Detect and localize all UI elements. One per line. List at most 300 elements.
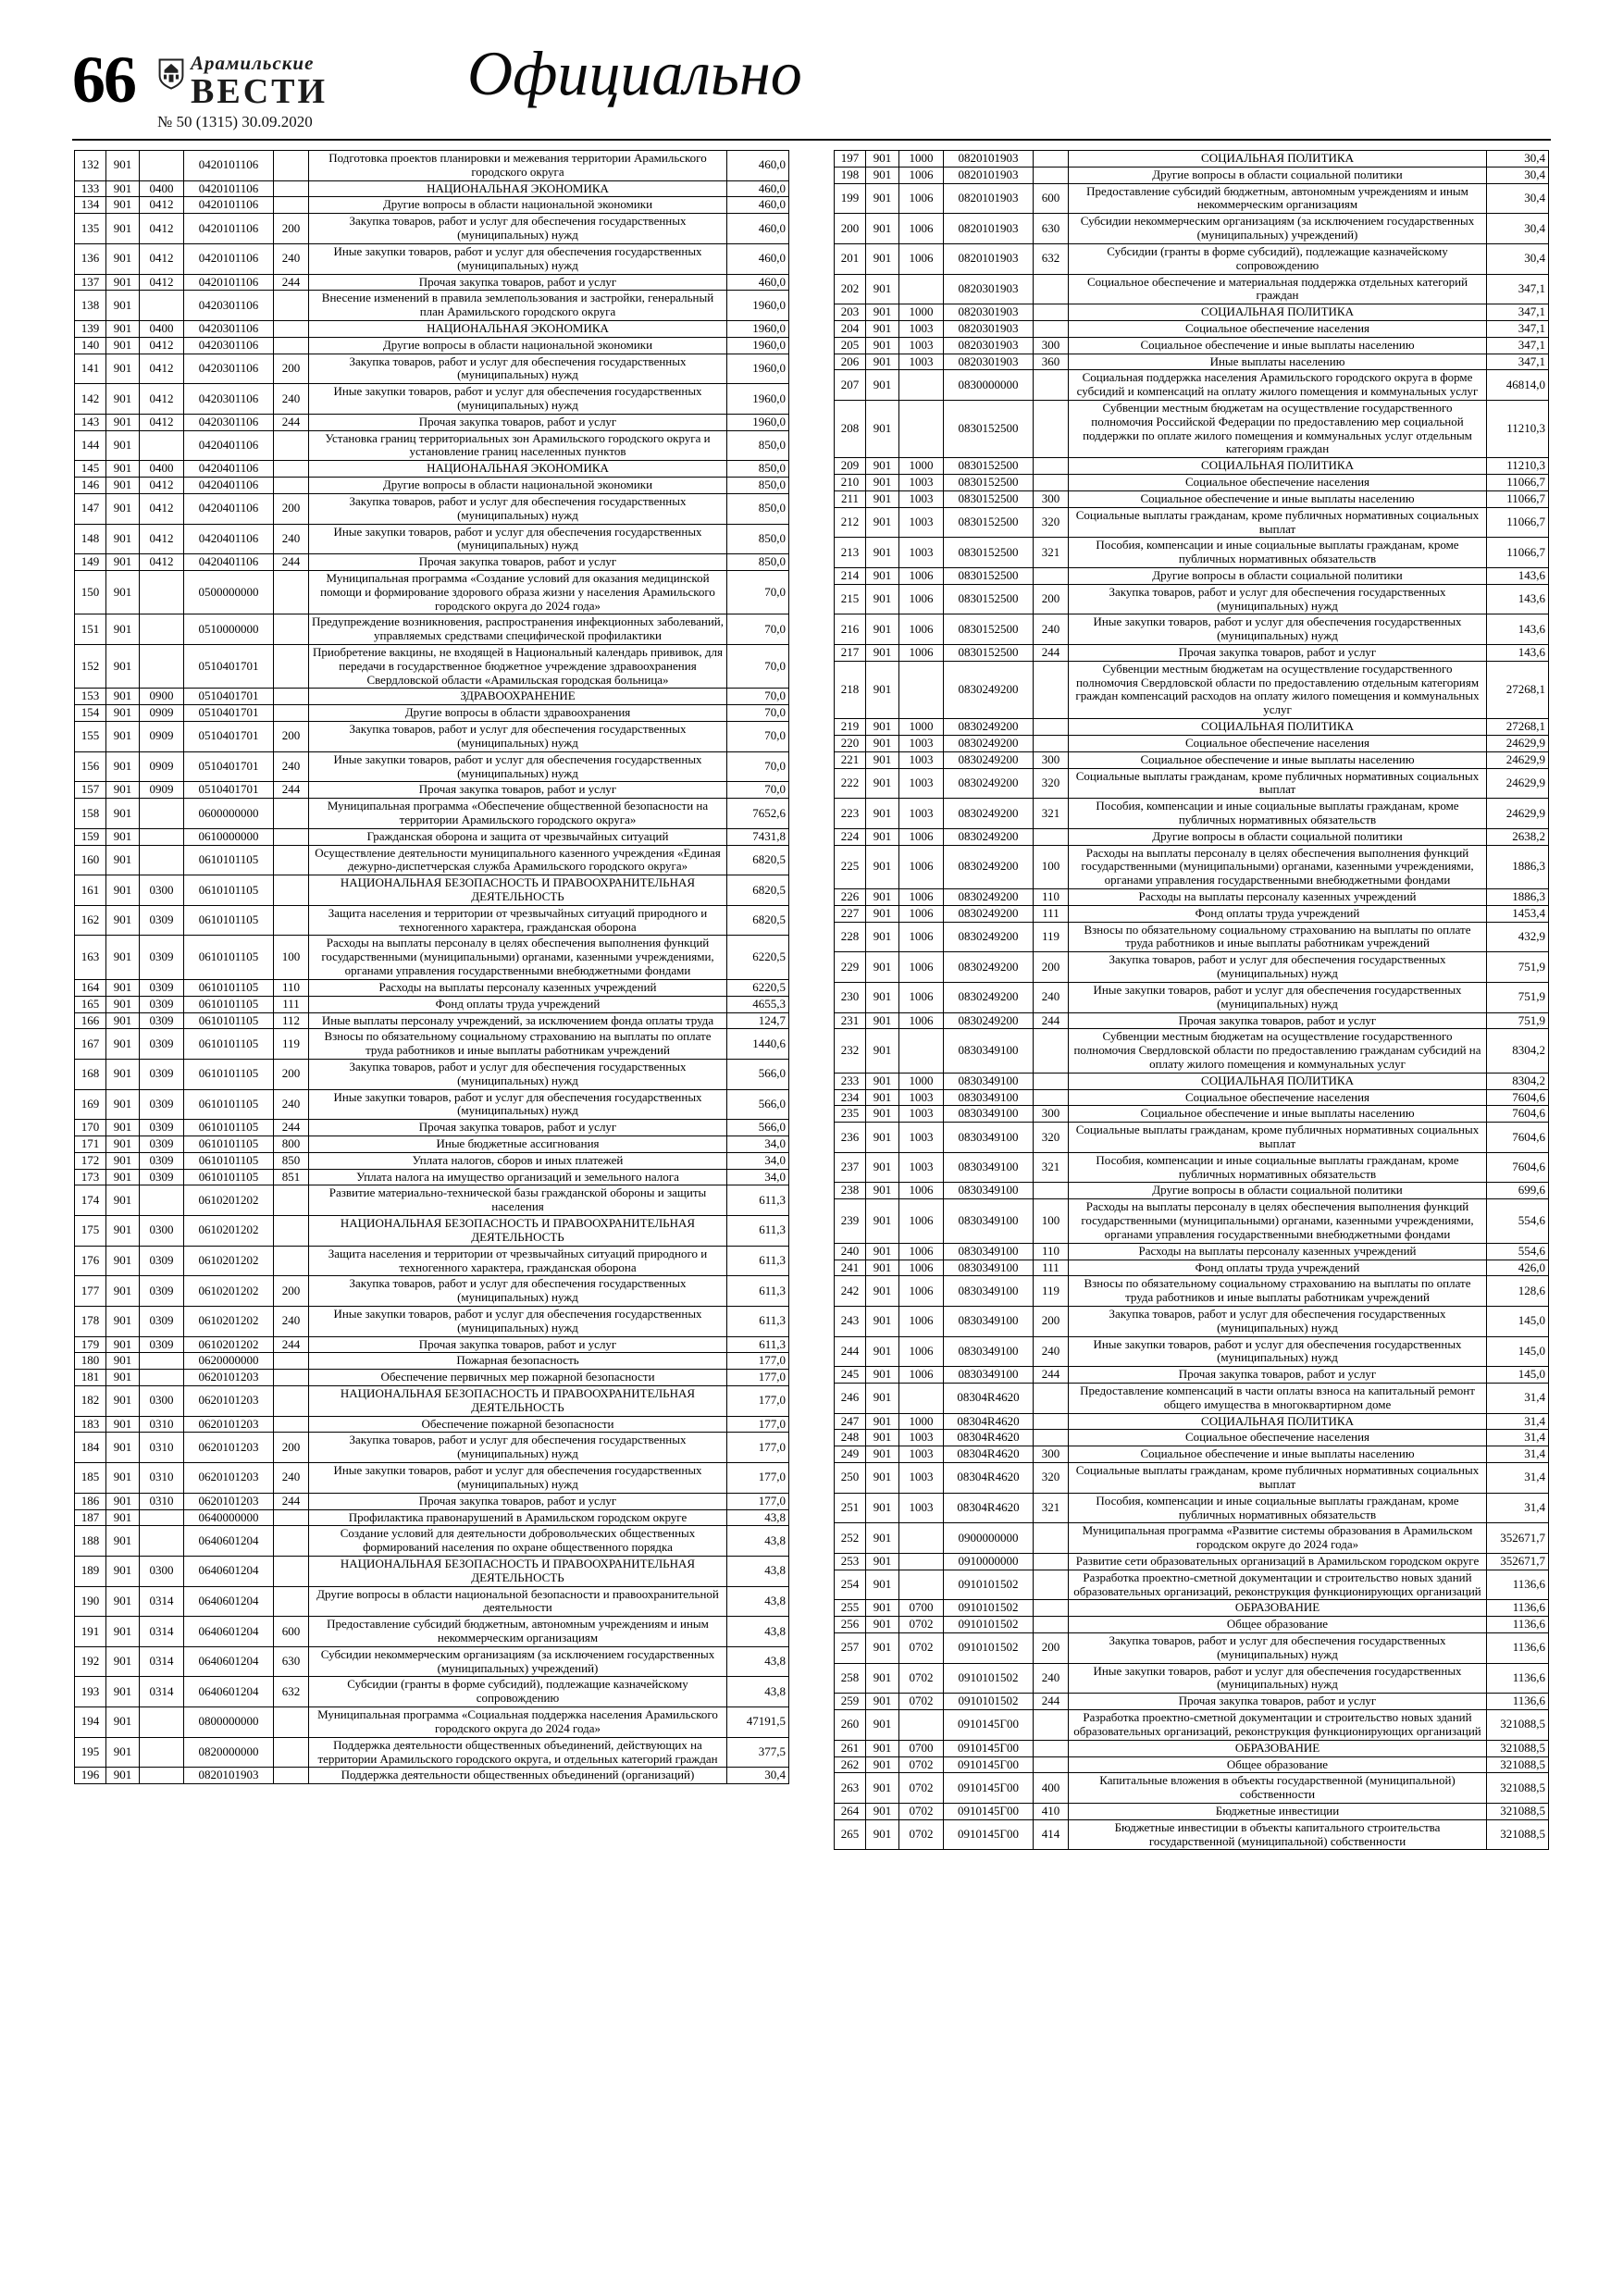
target-article-code: 0830152500 (944, 458, 1034, 475)
target-article-code: 0610201202 (184, 1185, 274, 1216)
expense-type-code (274, 197, 309, 214)
target-article-code: 0420401106 (184, 524, 274, 554)
target-article-code: 0420301106 (184, 354, 274, 384)
target-article-code: 0910101502 (944, 1633, 1034, 1664)
row-number: 134 (75, 197, 106, 214)
section-code (899, 1523, 944, 1554)
section-code (140, 1370, 184, 1386)
table-row (835, 1600, 1549, 1617)
expense-type-code (1034, 567, 1069, 584)
expense-name: Предупреждение возникновения, распространения инфекционных заболеваний, управляемых средствами специфической профилактики (309, 614, 727, 645)
target-article-code: 0830349100 (944, 1089, 1034, 1106)
section-code (140, 1509, 184, 1526)
section-code: 1006 (899, 567, 944, 584)
row-number: 136 (75, 243, 106, 274)
table-row (835, 799, 1549, 829)
section-code: 0702 (899, 1803, 944, 1819)
row-number: 202 (835, 274, 866, 304)
amount: 611,3 (727, 1216, 789, 1247)
admin-code: 901 (866, 167, 899, 183)
table-row (835, 274, 1549, 304)
section-code (899, 1384, 944, 1414)
amount: 1886,3 (1487, 889, 1549, 906)
target-article-code: 0830152500 (944, 538, 1034, 568)
section-code: 1006 (899, 183, 944, 214)
expense-type-code: 360 (1034, 354, 1069, 370)
admin-code: 901 (106, 180, 140, 197)
expense-name: НАЦИОНАЛЬНАЯ БЕЗОПАСНОСТЬ И ПРАВООХРАНИТЕЛЬНАЯ ДЕЯТЕЛЬНОСТЬ (309, 1216, 727, 1247)
target-article-code: 0420301106 (184, 384, 274, 415)
admin-code: 901 (866, 1012, 899, 1029)
expense-type-code (274, 689, 309, 705)
target-article-code: 0820101903 (944, 167, 1034, 183)
section-code: 1003 (899, 735, 944, 751)
table-row (835, 1663, 1549, 1694)
amount: 30,4 (727, 1768, 789, 1784)
expense-name: Взносы по обязательному социальному страхованию на выплаты по оплате труда работников и иные выплаты работникам учреждений (309, 1029, 727, 1060)
admin-code: 901 (866, 183, 899, 214)
amount: 43,8 (727, 1556, 789, 1586)
section-code: 0412 (140, 243, 184, 274)
amount: 1960,0 (727, 414, 789, 430)
expense-name: Социальные выплаты гражданам, кроме публичных нормативных социальных выплат (1069, 507, 1487, 538)
expense-name: Муниципальная программа «Развитие системы образования в Арамильском городском округе до 2024 года» (1069, 1523, 1487, 1554)
target-article-code: 0910145Г00 (944, 1740, 1034, 1756)
table-row (835, 1012, 1549, 1029)
target-article-code: 0820101903 (944, 214, 1034, 244)
expense-name: ЗДРАВООХРАНЕНИЕ (309, 689, 727, 705)
budget-table-area (74, 150, 1549, 1850)
table-row (75, 478, 789, 494)
admin-code: 901 (106, 1433, 140, 1463)
section-code: 1006 (899, 1276, 944, 1307)
table-row (835, 1152, 1549, 1183)
expense-name: Закупка товаров, работ и услуг для обеспечения государственных (муниципальных) нужд (309, 1433, 727, 1463)
expense-name: Поддержка деятельности общественных объединений (организаций) (309, 1768, 727, 1784)
expense-type-code (1034, 719, 1069, 736)
target-article-code: 0510401701 (184, 689, 274, 705)
table-row (75, 1089, 789, 1120)
row-number: 150 (75, 570, 106, 614)
target-article-code: 0620101203 (184, 1493, 274, 1509)
admin-code: 901 (866, 1803, 899, 1819)
target-article-code: 0910145Г00 (944, 1773, 1034, 1804)
amount: 43,8 (727, 1677, 789, 1707)
expense-name: Иные выплаты персоналу учреждений, за исключением фонда оплаты труда (309, 1012, 727, 1029)
row-number: 176 (75, 1246, 106, 1276)
expense-type-code: 111 (1034, 1260, 1069, 1276)
expense-type-code (274, 705, 309, 722)
row-number: 205 (835, 337, 866, 354)
table-row (835, 401, 1549, 458)
expense-type-code: 244 (1034, 1694, 1069, 1710)
admin-code: 901 (106, 905, 140, 936)
admin-code: 901 (106, 782, 140, 799)
amount: 70,0 (727, 782, 789, 799)
expense-type-code: 100 (1034, 845, 1069, 888)
table-row (75, 1526, 789, 1557)
target-article-code: 0500000000 (184, 570, 274, 614)
amount: 31,4 (1487, 1463, 1549, 1494)
expense-type-code (1034, 1413, 1069, 1430)
table-row (75, 845, 789, 875)
expense-name: Прочая закупка товаров, работ и услуг (1069, 1694, 1487, 1710)
target-article-code: 0820301903 (944, 304, 1034, 321)
expense-name: Закупка товаров, работ и услуг для обеспечения государственных (муниципальных) нужд (309, 493, 727, 524)
expense-name: Социальное обеспечение населения (1069, 1430, 1487, 1446)
section-code (140, 799, 184, 829)
row-number: 172 (75, 1152, 106, 1169)
admin-code: 901 (866, 337, 899, 354)
row-number: 177 (75, 1276, 106, 1307)
amount: 177,0 (727, 1433, 789, 1463)
table-row (835, 1553, 1549, 1570)
amount: 1886,3 (1487, 845, 1549, 888)
admin-code: 901 (866, 1819, 899, 1850)
amount: 11066,7 (1487, 538, 1549, 568)
admin-code: 901 (106, 1185, 140, 1216)
table-row (75, 799, 789, 829)
target-article-code: 0600000000 (184, 799, 274, 829)
table-row (75, 1416, 789, 1433)
table-row (75, 1276, 789, 1307)
expense-type-code (274, 1416, 309, 1433)
section-code: 0314 (140, 1646, 184, 1677)
admin-code: 901 (106, 1509, 140, 1526)
expense-name: Закупка товаров, работ и услуг для обеспечения государственных (муниципальных) нужд (1069, 1306, 1487, 1336)
target-article-code: 0420301106 (184, 337, 274, 354)
admin-code: 901 (866, 828, 899, 845)
expense-type-code (274, 1586, 309, 1617)
amount: 554,6 (1487, 1199, 1549, 1243)
expense-name: Закупка товаров, работ и услуг для обеспечения государственных (муниципальных) нужд (1069, 1633, 1487, 1664)
expense-name: Социальное обеспечение и иные выплаты населению (1069, 490, 1487, 507)
budget-table-left (74, 150, 789, 1784)
expense-name: Муниципальная программа «Социальная поддержка населения Арамильского городского округа до 2024 года» (309, 1707, 727, 1738)
expense-name: СОЦИАЛЬНАЯ ПОЛИТИКА (1069, 304, 1487, 321)
expense-name: Социальное обеспечение населения (1069, 320, 1487, 337)
expense-name: Установка границ территориальных зон Арамильского городского округа и установление границ населенных пунктов (309, 430, 727, 461)
expense-name: Социальные выплаты гражданам, кроме публичных нормативных социальных выплат (1069, 1463, 1487, 1494)
admin-code: 901 (866, 567, 899, 584)
expense-type-code (1034, 1570, 1069, 1600)
expense-name: Уплата налогов, сборов и иных платежей (309, 1152, 727, 1169)
row-number: 223 (835, 799, 866, 829)
target-article-code: 0910101502 (944, 1617, 1034, 1633)
admin-code: 901 (866, 243, 899, 274)
expense-type-code (1034, 151, 1069, 168)
admin-code: 901 (866, 1029, 899, 1073)
amount: 1453,4 (1487, 905, 1549, 922)
section-code: 1006 (899, 922, 944, 952)
expense-type-code: 300 (1034, 751, 1069, 768)
table-row (835, 1089, 1549, 1106)
expense-name: Пособия, компенсации и иные социальные выплаты гражданам, кроме публичных нормативных обязательств (1069, 1493, 1487, 1523)
table-row (835, 845, 1549, 888)
target-article-code: 0610101105 (184, 1136, 274, 1153)
amount: 11066,7 (1487, 475, 1549, 491)
table-row (75, 1370, 789, 1386)
amount: 145,0 (1487, 1367, 1549, 1384)
target-article-code: 0830349100 (944, 1106, 1034, 1123)
table-row (835, 614, 1549, 645)
section-code: 1006 (899, 614, 944, 645)
row-number: 207 (835, 370, 866, 401)
admin-code: 901 (106, 214, 140, 244)
amount: 70,0 (727, 705, 789, 722)
table-row (75, 1586, 789, 1617)
section-code: 1003 (899, 1089, 944, 1106)
expense-name: Иные закупки товаров, работ и услуг для обеспечения государственных (муниципальных) нужд (309, 1306, 727, 1336)
expense-name: Социальное обеспечение и иные выплаты населению (1069, 1106, 1487, 1123)
row-number: 231 (835, 1012, 866, 1029)
amount: 7431,8 (727, 828, 789, 845)
target-article-code: 0640601204 (184, 1556, 274, 1586)
row-number: 157 (75, 782, 106, 799)
section-code (899, 1553, 944, 1570)
admin-code: 901 (106, 799, 140, 829)
target-article-code: 08304R4620 (944, 1446, 1034, 1463)
section-code: 1006 (899, 214, 944, 244)
expense-name: Муниципальная программа «Обеспечение общественной безопасности на территории Арамильского городского округа» (309, 799, 727, 829)
amount: 145,0 (1487, 1306, 1549, 1336)
table-row (75, 337, 789, 354)
expense-type-code (1034, 1029, 1069, 1073)
amount: 321088,5 (1487, 1740, 1549, 1756)
expense-type-code (274, 1386, 309, 1417)
expense-name: Прочая закупка товаров, работ и услуг (1069, 645, 1487, 662)
expense-type-code (274, 1185, 309, 1216)
table-row (835, 1617, 1549, 1633)
amount: 43,8 (727, 1586, 789, 1617)
amount: 460,0 (727, 197, 789, 214)
amount: 7604,6 (1487, 1106, 1549, 1123)
expense-name: Другие вопросы в области национальной безопасности и правоохранительной деятельности (309, 1586, 727, 1617)
target-article-code: 0820301903 (944, 320, 1034, 337)
row-number: 181 (75, 1370, 106, 1386)
table-row (75, 554, 789, 571)
expense-name: Другие вопросы в области социальной политики (1069, 567, 1487, 584)
expense-name: Прочая закупка товаров, работ и услуг (1069, 1012, 1487, 1029)
row-number: 164 (75, 979, 106, 996)
amount: 43,8 (727, 1526, 789, 1557)
section-code: 0310 (140, 1416, 184, 1433)
table-row (75, 645, 789, 689)
admin-code: 901 (106, 1120, 140, 1136)
expense-name: Расходы на выплаты персоналу в целях обеспечения выполнения функций государственными (муниципальными) органами, казенными учреждениями, органами управления государственными внебюджетными фондами (1069, 1199, 1487, 1243)
expense-name: ОБРАЗОВАНИЕ (1069, 1740, 1487, 1756)
row-number: 196 (75, 1768, 106, 1784)
table-row (835, 1463, 1549, 1494)
target-article-code: 0820301903 (944, 274, 1034, 304)
admin-code: 901 (106, 645, 140, 689)
amount: 70,0 (727, 614, 789, 645)
target-article-code: 0420301106 (184, 291, 274, 321)
expense-type-code (274, 1353, 309, 1370)
amount: 27268,1 (1487, 719, 1549, 736)
expense-type-code (1034, 167, 1069, 183)
section-code (140, 1737, 184, 1768)
table-row (75, 722, 789, 752)
amount: 143,6 (1487, 614, 1549, 645)
target-article-code: 0910101502 (944, 1663, 1034, 1694)
row-number: 174 (75, 1185, 106, 1216)
table-row (835, 183, 1549, 214)
expense-type-code (1034, 458, 1069, 475)
table-row (835, 922, 1549, 952)
admin-code: 901 (866, 1306, 899, 1336)
row-number: 209 (835, 458, 866, 475)
expense-type-code (274, 1216, 309, 1247)
section-code: 0909 (140, 722, 184, 752)
expense-type-code: 320 (1034, 507, 1069, 538)
amount: 377,5 (727, 1737, 789, 1768)
row-number: 146 (75, 478, 106, 494)
row-number: 245 (835, 1367, 866, 1384)
expense-name: Иные закупки товаров, работ и услуг для обеспечения государственных (муниципальных) нужд (1069, 1336, 1487, 1367)
row-number: 151 (75, 614, 106, 645)
target-article-code: 0830249200 (944, 1012, 1034, 1029)
amount: 1136,6 (1487, 1570, 1549, 1600)
amount: 1136,6 (1487, 1694, 1549, 1710)
table-row (75, 1136, 789, 1153)
expense-type-code: 244 (274, 1120, 309, 1136)
table-row (835, 490, 1549, 507)
expense-type-code: 300 (1034, 1106, 1069, 1123)
admin-code: 901 (866, 1123, 899, 1153)
expense-name: Другие вопросы в области национальной экономики (309, 197, 727, 214)
amount: 611,3 (727, 1306, 789, 1336)
amount: 177,0 (727, 1353, 789, 1370)
target-article-code: 0830349100 (944, 1073, 1034, 1089)
amount: 11210,3 (1487, 458, 1549, 475)
amount: 611,3 (727, 1185, 789, 1216)
expense-type-code (274, 1556, 309, 1586)
admin-code: 901 (866, 1694, 899, 1710)
target-article-code: 0910145Г00 (944, 1756, 1034, 1773)
admin-code: 901 (106, 875, 140, 906)
table-row (75, 430, 789, 461)
admin-code: 901 (106, 1152, 140, 1169)
admin-code: 901 (106, 1768, 140, 1784)
section-code: 1006 (899, 1183, 944, 1199)
target-article-code: 0830249200 (944, 828, 1034, 845)
admin-code: 901 (106, 1677, 140, 1707)
expense-name: Защита населения и территории от чрезвычайных ситуаций природного и техногенного характера, гражданская оборона (309, 1246, 727, 1276)
row-number: 255 (835, 1600, 866, 1617)
table-row (75, 1737, 789, 1768)
target-article-code: 0420301106 (184, 414, 274, 430)
admin-code: 901 (106, 197, 140, 214)
row-number: 182 (75, 1386, 106, 1417)
section-code: 1006 (899, 889, 944, 906)
admin-code: 901 (866, 320, 899, 337)
section-code: 0309 (140, 1336, 184, 1353)
expense-name: Социальное обеспечение населения (1069, 735, 1487, 751)
admin-code: 901 (866, 1773, 899, 1804)
row-number: 156 (75, 751, 106, 782)
target-article-code: 0610101105 (184, 1059, 274, 1089)
amount: 31,4 (1487, 1413, 1549, 1430)
section-code: 0314 (140, 1617, 184, 1647)
section-code (140, 1768, 184, 1784)
table-row (75, 1120, 789, 1136)
target-article-code: 0640601204 (184, 1677, 274, 1707)
page-number: 66 (72, 43, 135, 117)
table-row (75, 1768, 789, 1784)
admin-code: 901 (106, 1012, 140, 1029)
target-article-code: 0510401701 (184, 722, 274, 752)
amount: 6820,5 (727, 875, 789, 906)
expense-name: Фонд оплаты труда учреждений (1069, 1260, 1487, 1276)
row-number: 175 (75, 1216, 106, 1247)
target-article-code: 0830249200 (944, 751, 1034, 768)
section-code: 0309 (140, 979, 184, 996)
table-row (75, 1617, 789, 1647)
expense-name: Другие вопросы в области национальной экономики (309, 478, 727, 494)
expense-name: Обеспечение первичных мер пожарной безопасности (309, 1370, 727, 1386)
expense-type-code (274, 905, 309, 936)
expense-type-code: 110 (274, 979, 309, 996)
expense-type-code: 320 (1034, 768, 1069, 799)
expense-name: Другие вопросы в области социальной политики (1069, 1183, 1487, 1199)
table-row (75, 1353, 789, 1370)
expense-type-code (1034, 1756, 1069, 1773)
amount: 6820,5 (727, 905, 789, 936)
target-article-code: 0640601204 (184, 1617, 274, 1647)
admin-code: 901 (866, 1183, 899, 1199)
expense-type-code: 414 (1034, 1819, 1069, 1850)
section-code: 0412 (140, 414, 184, 430)
section-code: 0400 (140, 180, 184, 197)
section-code (140, 430, 184, 461)
target-article-code: 0830249200 (944, 661, 1034, 718)
expense-type-code (274, 570, 309, 614)
amount: 30,4 (1487, 183, 1549, 214)
expense-name: Предоставление компенсаций в части оплаты взноса на капитальный ремонт общего имущества в многоквартирном доме (1069, 1384, 1487, 1414)
table-row (835, 1276, 1549, 1307)
row-number: 215 (835, 584, 866, 614)
target-article-code: 0830249200 (944, 905, 1034, 922)
section-code: 1003 (899, 320, 944, 337)
section-code: 1003 (899, 354, 944, 370)
table-row (835, 243, 1549, 274)
section-code: 1000 (899, 151, 944, 168)
expense-type-code: 400 (1034, 1773, 1069, 1804)
expense-type-code (1034, 274, 1069, 304)
amount: 1136,6 (1487, 1617, 1549, 1633)
admin-code: 901 (106, 1276, 140, 1307)
table-row (835, 354, 1549, 370)
expense-name: Иные закупки товаров, работ и услуг для обеспечения государственных (муниципальных) нужд (1069, 1663, 1487, 1694)
expense-type-code: 240 (1034, 1336, 1069, 1367)
expense-type-code (274, 337, 309, 354)
expense-type-code (274, 614, 309, 645)
section-code: 1006 (899, 982, 944, 1012)
admin-code: 901 (106, 354, 140, 384)
expense-name: Пособия, компенсации и иные социальные выплаты гражданам, кроме публичных нормативных обязательств (1069, 799, 1487, 829)
section-code: 0909 (140, 782, 184, 799)
admin-code: 901 (106, 828, 140, 845)
target-article-code: 0830249200 (944, 922, 1034, 952)
section-code: 0412 (140, 524, 184, 554)
amount: 177,0 (727, 1416, 789, 1433)
row-number: 149 (75, 554, 106, 571)
section-code: 0909 (140, 751, 184, 782)
target-article-code: 0830152500 (944, 614, 1034, 645)
target-article-code: 0830349100 (944, 1152, 1034, 1183)
expense-name: Субсидии (гранты в форме субсидий), подлежащие казначейскому сопровождению (1069, 243, 1487, 274)
